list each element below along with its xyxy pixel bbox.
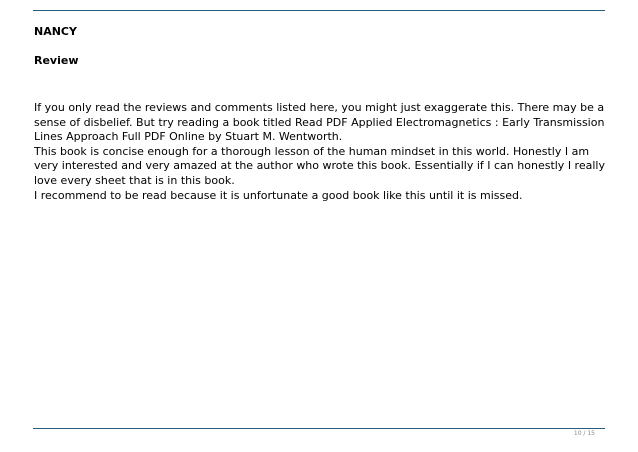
review-author: NANCY (34, 25, 77, 38)
review-body (34, 101, 609, 203)
review-paragraph: I recommend to be read because it is unfortunate a good book like this until it is missed. (34, 188, 523, 202)
review-heading: Review (34, 54, 79, 67)
review-paragraph: This book is concise enough for a thorough lesson of the human mindset in this world. Honestly I am very interested and very amazed at the author who wrote this book. Essentially if I can honestly I really love every sheet that is in this book. (34, 144, 605, 187)
page-number: 10 / 15 (573, 430, 595, 437)
review-paragraph: If you only read the reviews and comments listed here, you might just exaggerate this. There may be a sense of disbelief. But try reading a book titled Read PDF Applied Electromagnetics : Early Transmission Lines Approach Full PDF Online by Stuart M. Wentworth. (34, 101, 605, 144)
footer-rule (33, 428, 605, 429)
header-rule (33, 10, 605, 11)
